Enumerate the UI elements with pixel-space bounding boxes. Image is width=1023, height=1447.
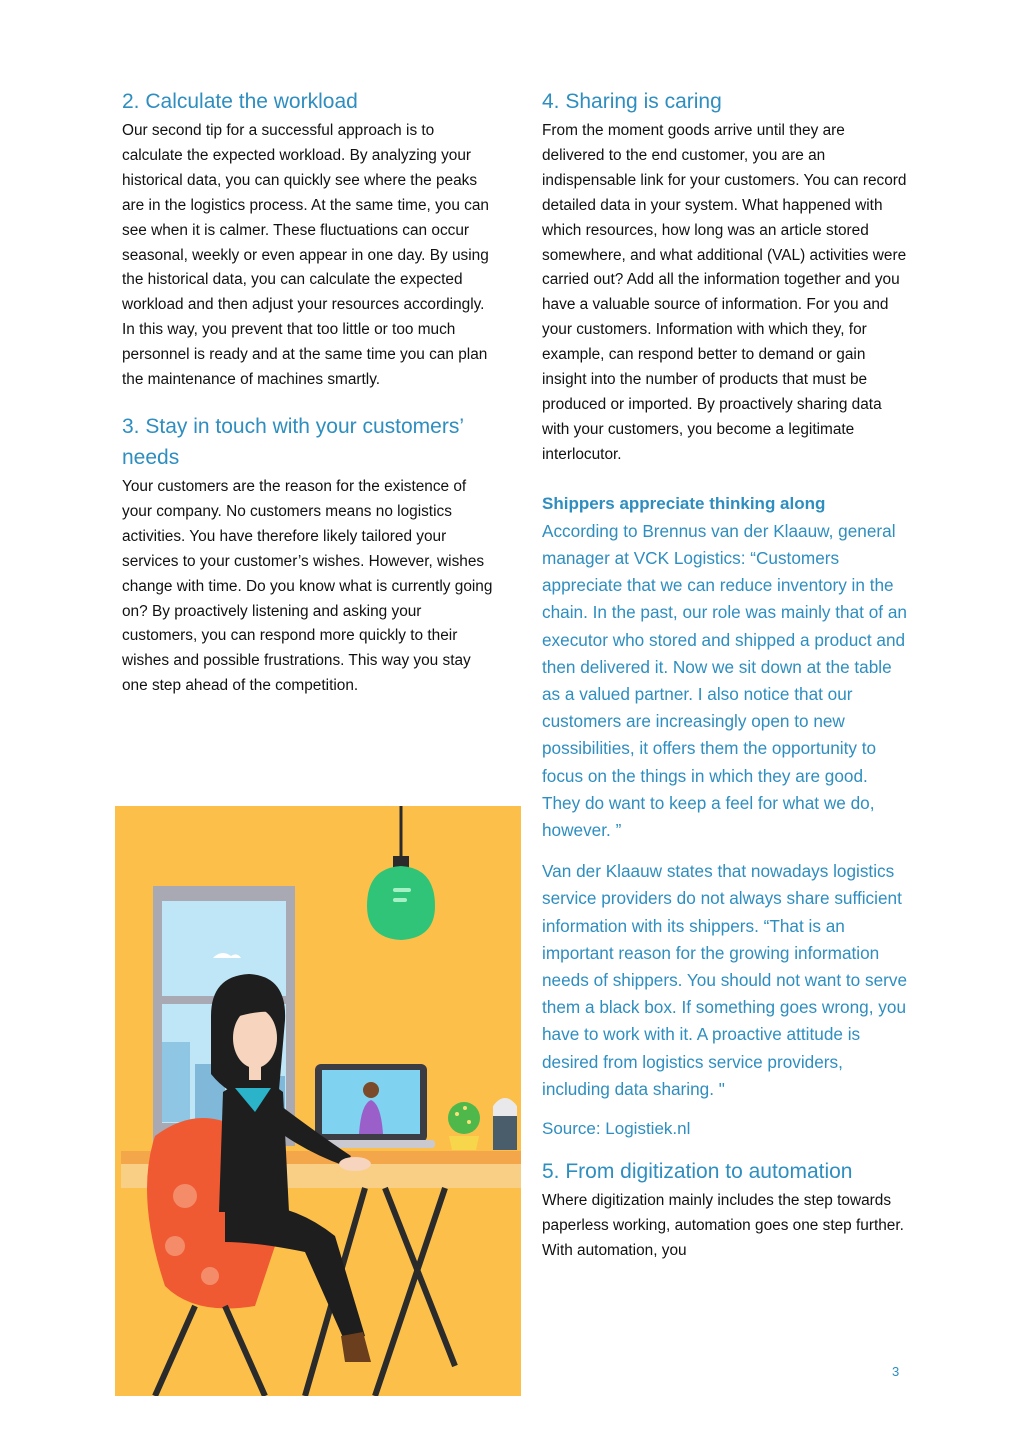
section-2-body: Our second tip for a successful approach is to calculate the expected workload. By analyzing your historical data, you can quickly see where the peaks are in the logistics process. At the same time, you can see when it is calmer. These fluctuations can occur seasonal, weekly or even appear in one day. By using the historical data, you can calculate the expected workload and then adjust your resources accordingly. In this way, you prevent that too little or too much personnel is ready and at the same time you can plan the maintenance of machines smartly. xyxy=(122,122,489,389)
quote-paragraph-2: Van der Klaauw states that nowadays logistics service providers do not always share sufficient information with its shippers. “That is an important reason for the growing information needs of shippers. You should not want to serve them a black box. If something goes wrong, you have to work with it. A proactive attitude is desired from logistics service providers, including data sharing. " xyxy=(542,861,908,1099)
left-column xyxy=(122,86,494,699)
section-5-body: Where digitization mainly includes the step towards paperless working, automation goes one step further. With automation, you xyxy=(542,1191,904,1259)
office-illustration xyxy=(115,806,521,1396)
section-3-heading: 3. Stay in touch with your customers’ needs xyxy=(122,414,464,469)
speaker-icon xyxy=(493,1098,517,1150)
section-2-heading: 2. Calculate the workload xyxy=(122,90,358,113)
laptop-icon xyxy=(307,1064,435,1148)
plant-icon xyxy=(448,1102,480,1150)
source-line: Source: Logistiek.nl xyxy=(542,1118,691,1138)
section-5-heading: 5. From digitization to automation xyxy=(542,1159,853,1183)
section-4-body: From the moment goods arrive until they are delivered to the end customer, you are an indispensable link for your customers. You can record detailed data in your system. What happened with which resources, how long was an article stored somewhere, and what additional (VAL) activities were carried out? Add all the information together and you have a valuable source of information. For you and your customers. Information with which they, for example, can respond better to demand or gain insight into the number of products that must be produced or imported. By proactively sharing data with your customers, you become a legitimate interlocutor. xyxy=(542,122,907,463)
section-4-heading: 4. Sharing is caring xyxy=(542,90,722,113)
right-column xyxy=(542,86,910,1264)
quote-paragraph-1: According to Brennus van der Klaauw, general manager at VCK Logistics: “Customers appreciate that we can reduce inventory in the chain. In the past, our role was mainly that of an executor who stored and shipped a product and then delivered it. Now we sit down at the table as a valued partner. I also notice that our customers are increasingly open to new possibilities, it offers them the opportunity to focus on the things in which they are good. They do want to keep a feel for what we do, however. ” xyxy=(542,520,907,840)
section-3-body: Your customers are the reason for the existence of your company. No customers means no logistics activities. You have therefore likely tailored your services to your customer’s wishes. However, wishes change with time. Do you know what is currently going on? By proactively listening and asking your customers, you can respond more quickly to their wishes and possible frustrations. This way you stay one step ahead of the competition. xyxy=(122,477,493,695)
quote-heading: Shippers appreciate thinking along xyxy=(542,493,826,513)
page-number: 3 xyxy=(892,1364,900,1379)
